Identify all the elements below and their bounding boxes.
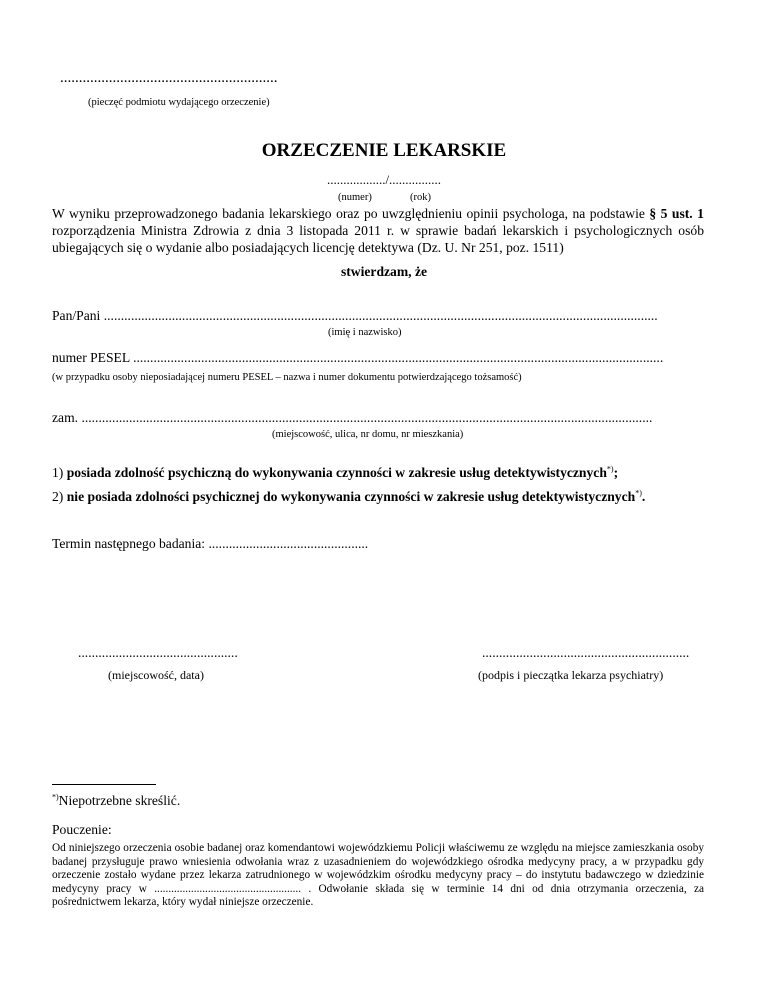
option-2-end: . — [641, 489, 646, 504]
pesel-field — [52, 350, 702, 366]
intro-paragraph — [52, 205, 704, 256]
address-caption: (miejscowość, ulica, nr domu, nr mieszkania) — [272, 429, 464, 440]
next-exam-label: Termin następnego badania: — [52, 536, 206, 551]
signature-caption: (podpis i pieczątka lekarza psychiatry) — [478, 668, 664, 682]
footnote-rule — [52, 784, 156, 785]
footnote-text: Niepotrzebne skreślić. — [58, 793, 181, 808]
document-title: ORZECZENIE LEKARSKIE — [261, 140, 507, 161]
instruction-title: Pouczenie: — [52, 822, 112, 837]
place-date-dots: ............................................... — [78, 645, 238, 660]
option-2-text: nie posiada zdolności psychicznej do wykonywania czynności w zakresie usług detektywistycznych — [66, 489, 636, 504]
intro-text-1: W wyniku przeprowadzonego badania lekarskiego oraz po uwzględnieniu opinii psychologa, na podstawie — [52, 206, 650, 221]
option-2 — [52, 489, 645, 505]
intro-text-2: rozporządzenia Ministra Zdrowia z dnia 3 listopada 2011 r. w sprawie badań lekarskich i psychologicznych osób ubiegających się o wydanie albo posiadających licencję detektywa (Dz. U. Nr 251, poz. 1511) — [52, 223, 704, 255]
address-label: zam. — [52, 410, 79, 425]
footnote — [52, 793, 180, 809]
intro-legal-basis: § 5 ust. 1 — [649, 206, 704, 221]
number-year-placeholder: ................../................ — [326, 172, 442, 187]
stamp-caption: (pieczęć podmiotu wydającego orzeczenie) — [88, 97, 270, 108]
next-exam-dots: ............................................... — [208, 536, 369, 551]
option-1-footnote-mark: *) — [606, 464, 614, 474]
signature-dots: ............................................................. — [482, 645, 690, 660]
next-exam-field — [52, 536, 368, 552]
instruction-text: Od niniejszego orzeczenia osobie badanej oraz komendantowi wojewódzkiemu Policji właściwemu ze względu na miejsce zamieszkania osoby badanej przysługuje prawo wniesienia odwołania wraz z uzasadnieniem do wojewódzkiego ośrodka medycyny pracy, a w przypadku gdy orzeczenie zostało wydane przez lekarza zatrudnionego w wojewódzkim ośrodku medycyny pracy – do instytutu badawczego w dziedzinie medycyny pracy w .................................................... . Odwołanie składa się w terminie 14 dni od dnia otrzymania orzeczenia, za pośrednictwem lekarza, który wydał niniejsze orzeczenie. — [52, 842, 704, 908]
option-1-end: ; — [613, 465, 619, 480]
name-label: Pan/Pani — [52, 308, 101, 323]
stamp-placeholder: .......................................................... — [60, 70, 278, 86]
pesel-label: numer PESEL — [52, 350, 130, 365]
address-dots: ........................................................................................................................................................................ — [81, 410, 653, 425]
option-2-footnote-mark: *) — [635, 488, 642, 498]
year-caption: (rok) — [410, 192, 431, 203]
number-caption: (numer) — [338, 192, 372, 203]
option-1-number: 1) — [52, 465, 67, 480]
address-field — [52, 410, 702, 426]
name-dots: ................................................................................................................................................................... — [103, 308, 658, 323]
option-1-text: posiada zdolność psychiczną do wykonywania czynności w zakresie usług detektywistycznych — [66, 465, 607, 480]
name-field — [52, 308, 702, 324]
pesel-caption: (w przypadku osoby nieposiadającej numeru PESEL – nazwa i numer dokumentu potwierdzającego tożsamość) — [52, 372, 522, 383]
name-caption: (imię i nazwisko) — [328, 327, 402, 338]
statement-heading: stwierdzam, że — [340, 264, 428, 279]
footnote-mark: *) — [52, 792, 59, 802]
pesel-dots: ............................................................................................................................................................ — [133, 350, 664, 365]
option-1 — [52, 465, 618, 481]
option-2-number: 2) — [52, 489, 67, 504]
place-date-caption: (miejscowość, data) — [108, 668, 204, 682]
